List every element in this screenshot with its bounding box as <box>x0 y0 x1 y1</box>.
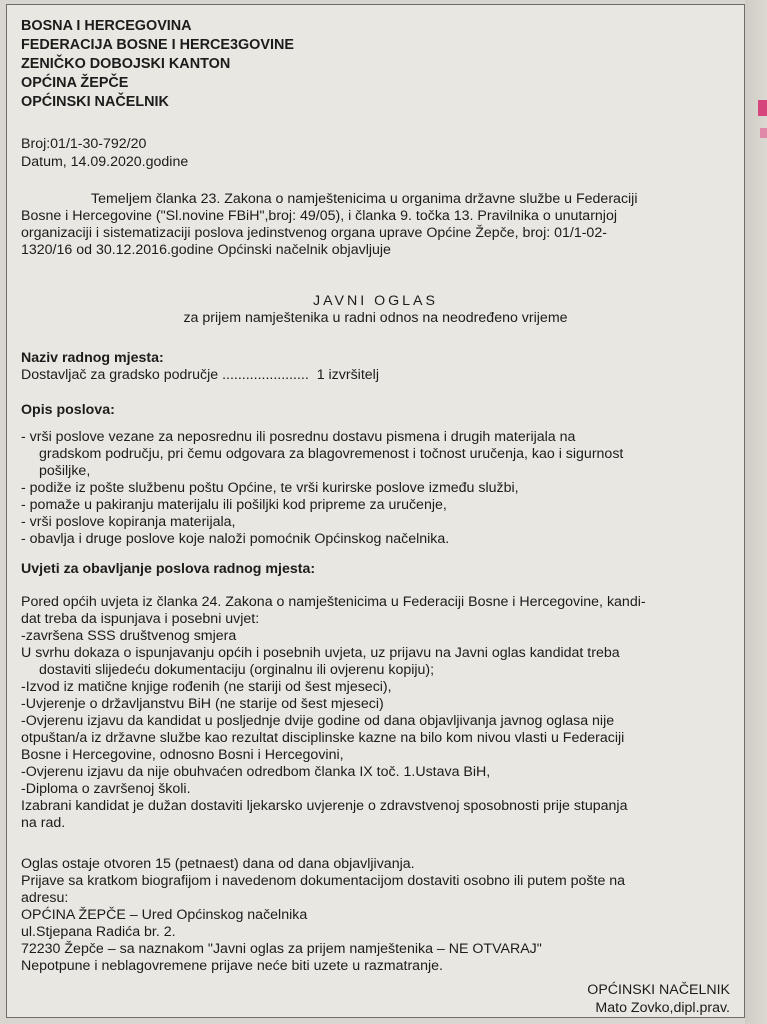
conditions-heading-block <box>21 561 732 578</box>
intro-line: Temeljem članka 23. Zakona o namještenicima u organima državne službe u Federaciji <box>91 191 638 207</box>
adjacent-page-mark-small <box>760 128 767 138</box>
closing-line: 72230 Žepče – sa naznakom "Javni oglas za prijem namještenika – NE OTVARAJ" <box>21 941 542 957</box>
intro-paragraph <box>21 191 730 259</box>
header-line: ZENIČKO DOBOJSKI KANTON <box>21 56 231 72</box>
duty-line: - pomaže u pakiranju materijalu ili pošiljki kod pripreme za uručenje, <box>21 497 447 513</box>
adjacent-page-mark <box>758 100 767 116</box>
closing-line: OPĆINA ŽEPČE – Ured Općinskog načelnika <box>21 907 308 923</box>
notice-title-main: JAVNI OGLAS <box>313 293 438 309</box>
condition-line: -Izvod iz matične knjige rođenih (ne stariji od šest mjeseci), <box>21 679 392 695</box>
duty-line: - obavlja i druge poslove koje naloži pomoćnik Općinskog načelnika. <box>21 531 450 547</box>
condition-line: -Uvjerenje o državljanstvu BiH (ne starije od šest mjeseci) <box>21 696 384 712</box>
reference-block <box>21 135 732 171</box>
closing-line: ul.Stjepana Radića br. 2. <box>21 924 176 940</box>
reference-number: Broj:01/1-30-792/20 <box>21 136 147 152</box>
newspaper-notice <box>6 4 745 1018</box>
duty-line: pošiljke, <box>39 463 91 479</box>
condition-line: otpuštan/a iz državne službe kao rezultat disciplinske kazne na bilo kom nivou vlasti u Federaciji <box>21 730 625 746</box>
signature-title: OPĆINSKI NAČELNIK <box>587 982 730 998</box>
duty-line: - podiže iz pošte službenu poštu Općine, te vrši kurirske poslove između službi, <box>21 480 519 496</box>
issuer-header <box>21 17 732 112</box>
adjacent-page-edge <box>745 0 767 1024</box>
position-text: Dostavljač za gradsko područje ...................... 1 izvršitelj <box>21 367 379 383</box>
closing-line: Oglas ostaje otvoren 15 (petnaest) dana od dana objavljivanja. <box>21 856 415 872</box>
conditions-section <box>21 594 732 832</box>
signature-name: Mato Zovko,dipl.prav. <box>595 1000 730 1016</box>
position-section <box>21 350 732 384</box>
condition-line: U svrhu dokaza o ispunjavanju općih i posebnih uvjeta, uz prijavu na Javni oglas kandidat treba <box>21 645 620 661</box>
duty-line: - vrši poslove kopiranja materijala, <box>21 514 236 530</box>
notice-title <box>67 293 684 327</box>
signature-block <box>21 981 730 1017</box>
intro-line: Bosne i Hercegovine ("Sl.novine FBiH",broj: 49/05), i članka 9. točka 13. Pravilnika o unutarnjoj <box>21 208 618 224</box>
reference-date: Datum, 14.09.2020.godine <box>21 154 189 170</box>
condition-line: na rad. <box>21 815 66 831</box>
closing-line: Nepotpune i neblagovremene prijave neće biti uzete u razmatranje. <box>21 958 443 974</box>
duties-heading: Opis poslova: <box>21 402 115 418</box>
conditions-heading: Uvjeti za obavljanje poslova radnog mjesta: <box>21 561 316 577</box>
condition-line: dostaviti slijedeću dokumentaciju (orginalnu ili ovjerenu kopiju); <box>39 662 435 678</box>
condition-line: Izabrani kandidat je dužan dostaviti ljekarsko uvjerenje o zdravstvenoj sposobnosti prije stupanja <box>21 798 628 814</box>
closing-line: Prijave sa kratkom biografijom i navedenom dokumentacijom dostaviti osobno ili putem pošte na <box>21 873 626 889</box>
condition-line: dat treba da ispunjava i posebni uvjet: <box>21 611 260 627</box>
condition-line: -Ovjerenu izjavu da kandidat u posljednje dvije godine od dana objavljivanja javnog oglasa nije <box>21 713 615 729</box>
condition-line: -završena SSS društvenog smjera <box>21 628 237 644</box>
intro-line: 1320/16 od 30.12.2016.godine Općinski načelnik objavljuje <box>21 242 391 258</box>
header-line: BOSNA I HERCEGOVINA <box>21 18 192 34</box>
condition-line: -Diploma o završenoj školi. <box>21 781 191 797</box>
intro-line: organizaciji i sistematizaciji poslova jedinstvenog organa uprave Općine Žepče, broj: 01/1-02- <box>21 225 607 241</box>
duty-line: - vrši poslove vezane za neposrednu ili posrednu dostavu pismena i drugih materijala na <box>21 429 576 445</box>
closing-section <box>21 856 732 975</box>
notice-title-sub: za prijem namještenika u radni odnos na neodređeno vrijeme <box>183 310 568 326</box>
condition-line: Pored općih uvjeta iz članka 24. Zakona o namještenicima u Federaciji Bosne i Hercegovine, kandi- <box>21 594 646 610</box>
header-line: OPĆINA ŽEPČE <box>21 75 129 91</box>
duties-section <box>21 402 732 548</box>
condition-line: Bosne i Hercegovine, odnosno Bosni i Hercegovini, <box>21 747 344 763</box>
closing-line: adresu: <box>21 890 69 906</box>
header-line: OPĆINSKI NAČELNIK <box>21 94 169 110</box>
header-line: FEDERACIJA BOSNE I HERCE3GOVINE <box>21 37 294 53</box>
duty-line: gradskom području, pri čemu odgovara za blagovremenost i točnost uručenja, kao i sigurnost <box>39 446 624 462</box>
position-heading: Naziv radnog mjesta: <box>21 350 164 366</box>
condition-line: -Ovjerenu izjavu da nije obuhvaćen odredbom članka IX toč. 1.Ustava BiH, <box>21 764 491 780</box>
